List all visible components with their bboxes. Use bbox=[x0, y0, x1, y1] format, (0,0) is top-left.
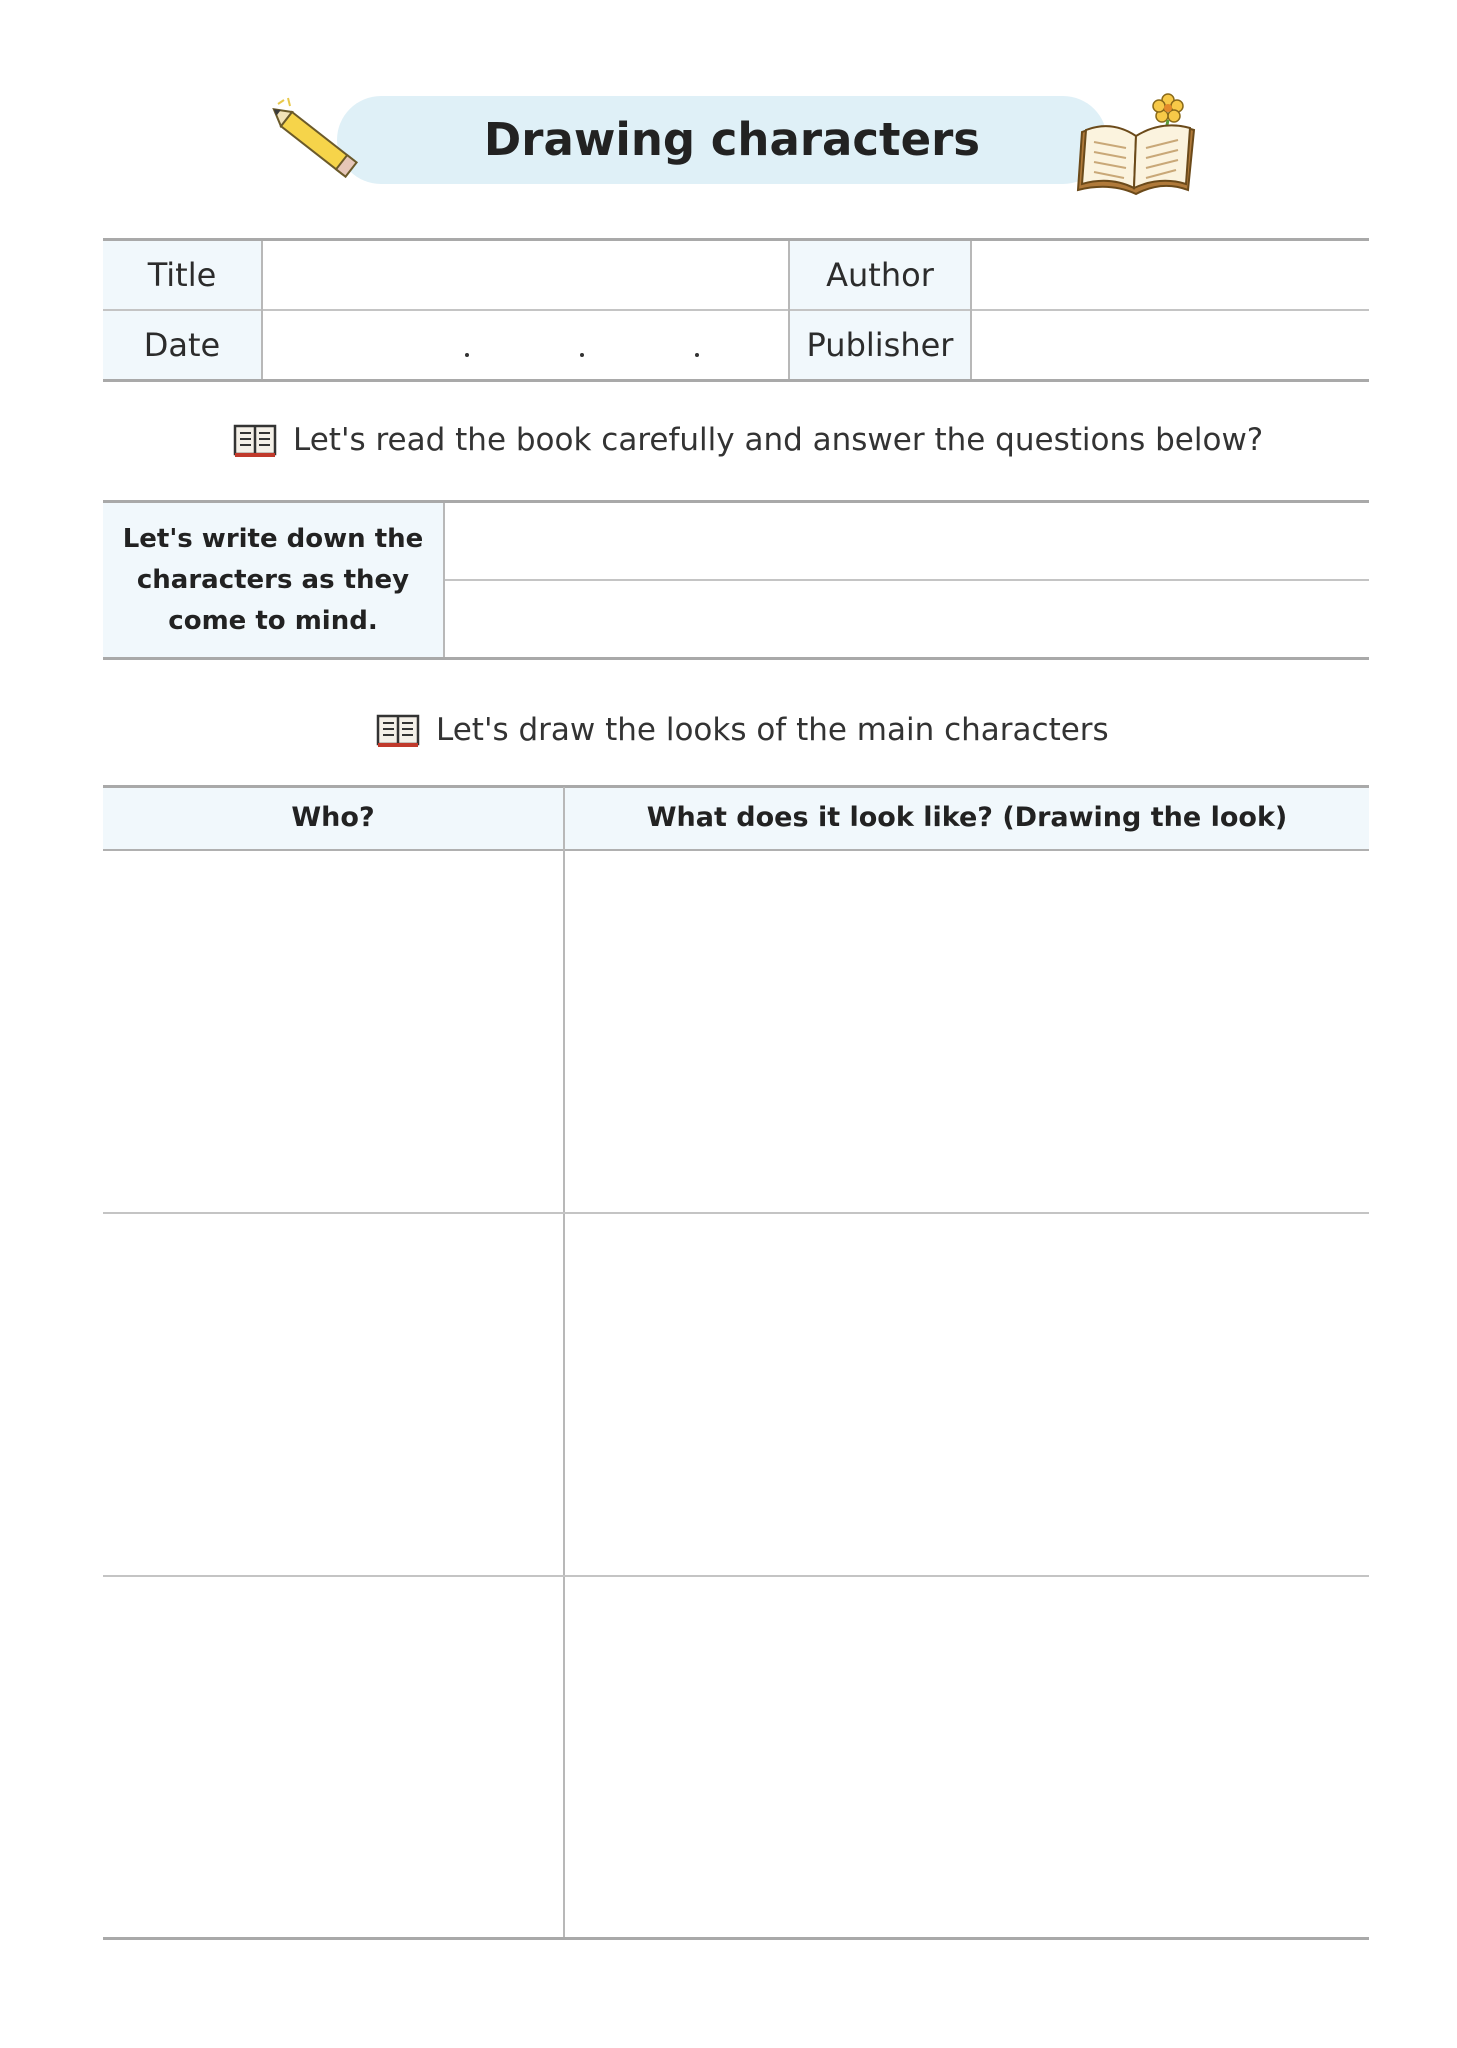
characters-prompt-line: characters as they bbox=[136, 564, 410, 595]
page-title: Drawing characters bbox=[483, 113, 981, 166]
book-icon bbox=[233, 422, 277, 458]
characters-answer-line-1[interactable] bbox=[446, 503, 1369, 578]
instruction-text: Let's draw the looks of the main characters bbox=[436, 712, 1109, 748]
date-separator-dot bbox=[695, 353, 699, 357]
author-field[interactable] bbox=[972, 241, 1369, 309]
author-label: Author bbox=[790, 241, 970, 309]
characters-prompt-label bbox=[103, 503, 443, 657]
instruction-text: Let's read the book carefully and answer the questions below? bbox=[293, 422, 1264, 458]
drawing-table-bottom-border bbox=[103, 1937, 1369, 1940]
date-label: Date bbox=[103, 311, 261, 379]
drawing-cell-3[interactable] bbox=[565, 1577, 1369, 1937]
info-col-divider bbox=[970, 241, 972, 379]
info-table-bottom-border bbox=[103, 379, 1369, 382]
info-col-divider bbox=[788, 241, 790, 379]
who-cell-2[interactable] bbox=[103, 1214, 563, 1575]
characters-col-divider bbox=[443, 503, 445, 657]
date-field[interactable] bbox=[263, 311, 788, 379]
column-header-who: Who? bbox=[291, 802, 375, 833]
characters-answer-line-2[interactable] bbox=[446, 581, 1369, 656]
drawing-cell-2[interactable] bbox=[565, 1214, 1369, 1575]
drawing-cell-1[interactable] bbox=[565, 851, 1369, 1212]
instruction-read-book bbox=[233, 418, 1263, 462]
date-separator-dot bbox=[465, 353, 469, 357]
pencil-icon bbox=[270, 92, 380, 192]
who-cell-3[interactable] bbox=[103, 1577, 563, 1937]
publisher-label: Publisher bbox=[790, 311, 970, 379]
characters-prompt-line: come to mind. bbox=[168, 605, 378, 636]
publisher-field[interactable] bbox=[972, 311, 1369, 379]
info-col-divider bbox=[261, 241, 263, 379]
title-label: Title bbox=[103, 241, 261, 309]
who-cell-1[interactable] bbox=[103, 851, 563, 1212]
open-book-icon bbox=[1072, 90, 1202, 205]
date-separator-dot bbox=[580, 353, 584, 357]
title-field[interactable] bbox=[263, 241, 788, 309]
column-header-look: What does it look like? (Drawing the look) bbox=[646, 802, 1288, 833]
characters-prompt-line: Let's write down the bbox=[122, 523, 424, 554]
book-icon bbox=[376, 712, 420, 748]
instruction-draw-looks bbox=[376, 708, 1109, 752]
characters-table-bottom-border bbox=[103, 657, 1369, 660]
